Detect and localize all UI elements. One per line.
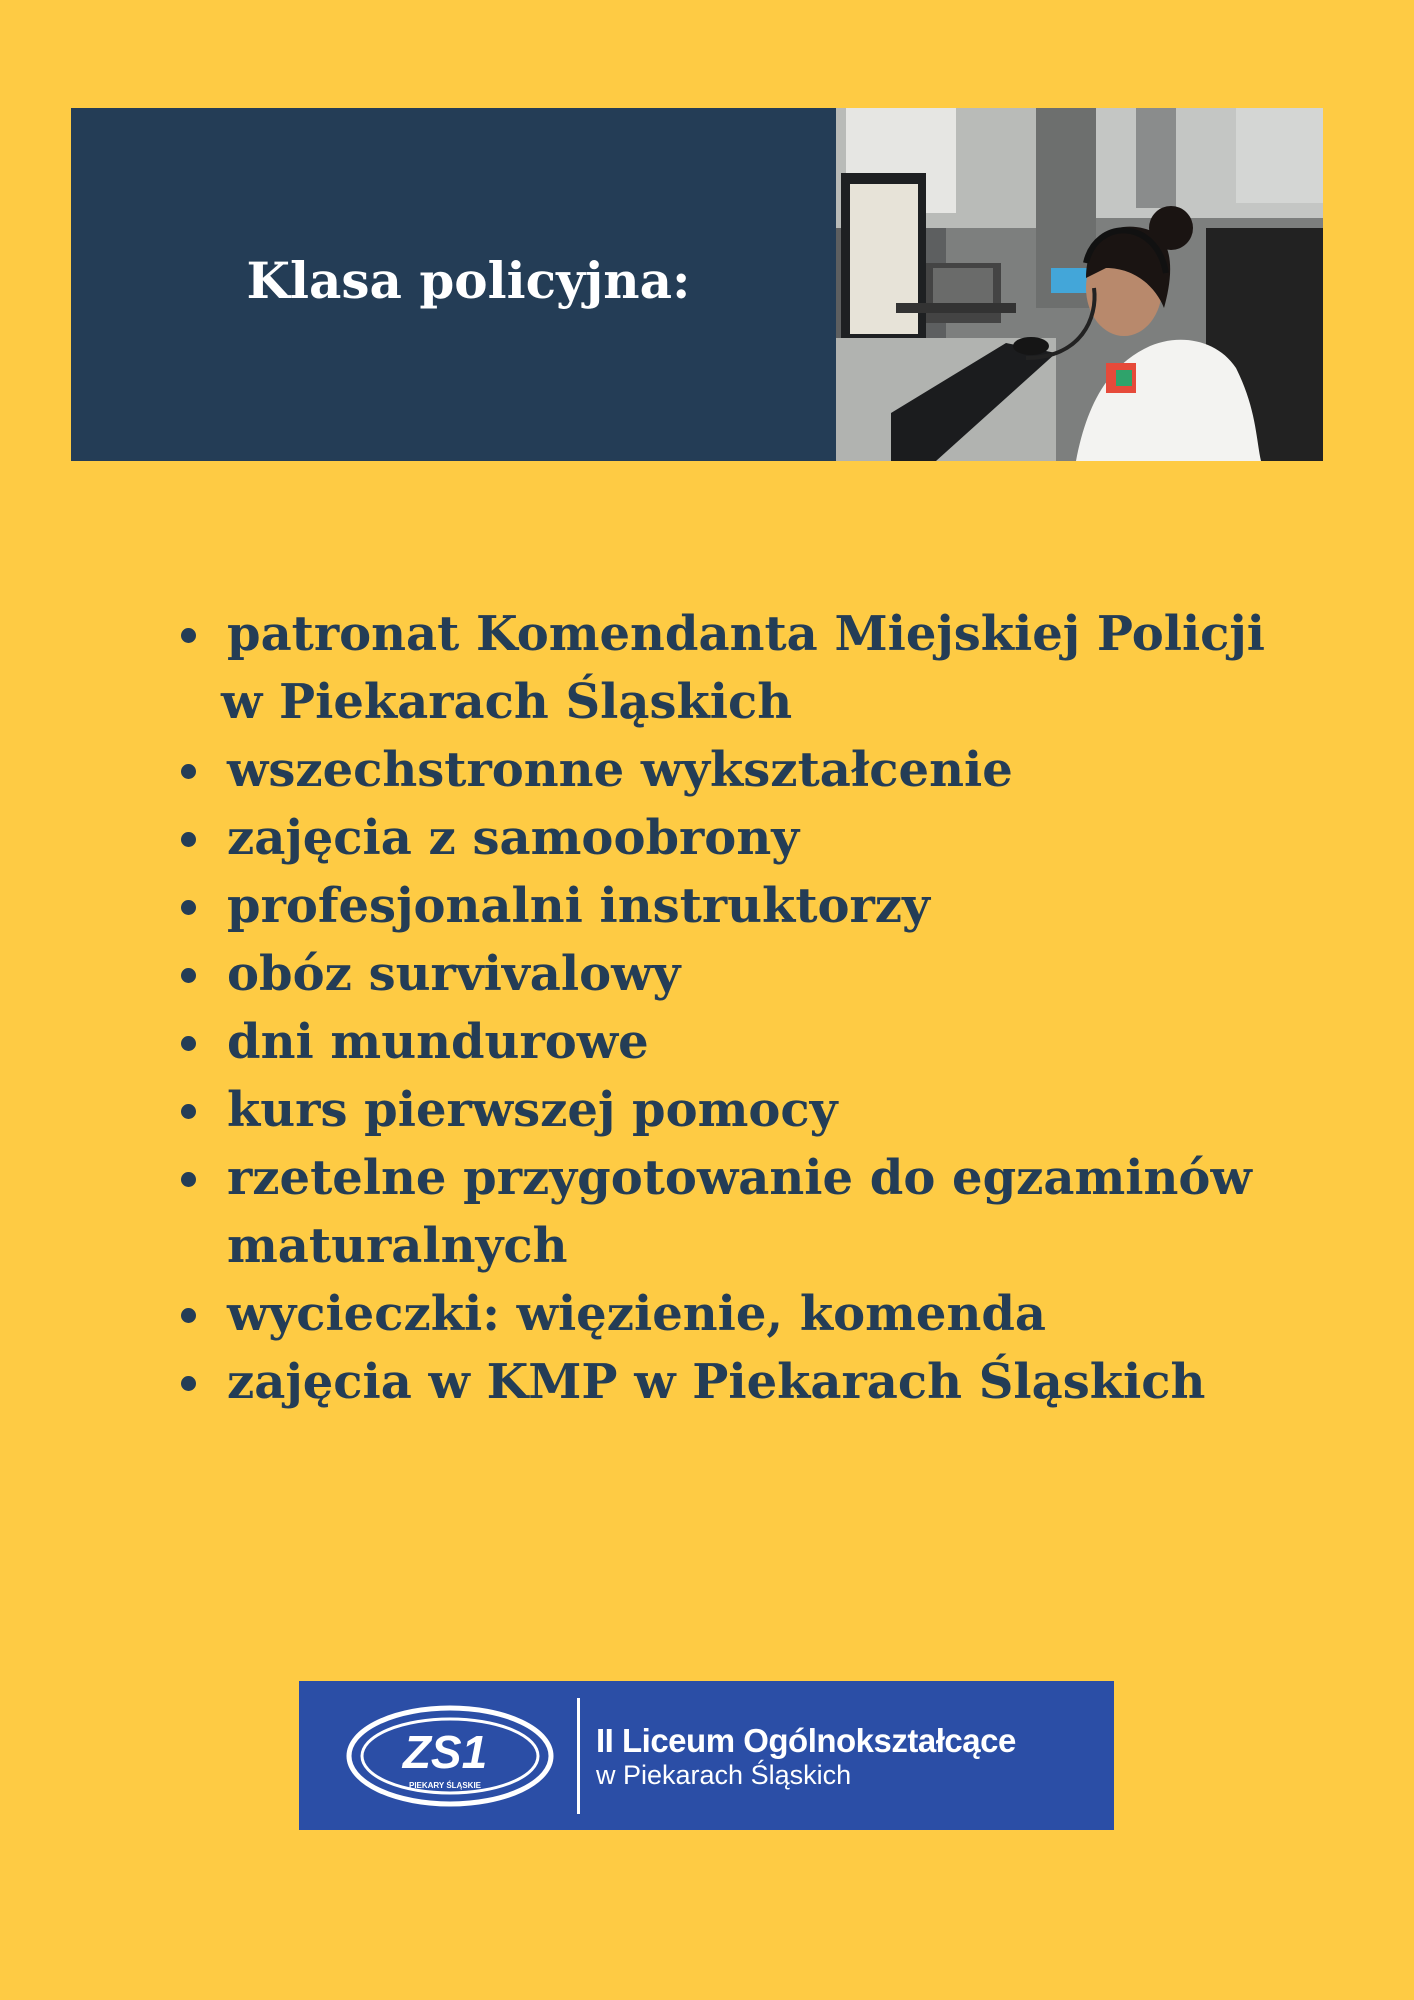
emblem-subtext: PIEKARY ŚLĄSKIE: [408, 1780, 482, 1790]
list-item-text: profesjonalni instruktorzy: [227, 878, 930, 934]
banner-title-panel: [71, 108, 836, 461]
page-title: Klasa policyjna:: [246, 251, 691, 310]
list-item: [175, 940, 1275, 1008]
list-item-text: patronat Komendanta Miejskiej Policji: [227, 606, 1265, 662]
list-item-text: wszechstronne wykształcenie: [227, 742, 1013, 798]
school-name: II Liceum Ogólnokształcące: [596, 1721, 1016, 1759]
photo-illustration: [836, 108, 1323, 461]
emblem-text: ZS1: [402, 1725, 488, 1778]
dispatcher-photo: [836, 108, 1323, 461]
list-item-text: wycieczki: więzienie, komenda: [227, 1286, 1046, 1342]
list-item: [175, 600, 1275, 736]
school-city: w Piekarach Śląskich: [596, 1759, 852, 1790]
list-item-text-continued: w Piekarach Śląskich: [221, 674, 793, 730]
list-item: [175, 1348, 1275, 1416]
list-item: [175, 1008, 1275, 1076]
list-item-text: rzetelne przygotowanie do egzaminów: [227, 1150, 1252, 1206]
school-emblem-icon: [345, 1704, 555, 1808]
list-item: [175, 1144, 1275, 1280]
header-banner: [71, 108, 1323, 461]
list-item: [175, 736, 1275, 804]
list-item-text: kurs pierwszej pomocy: [227, 1082, 838, 1138]
list-item-text: zajęcia z samoobrony: [227, 810, 800, 866]
school-name-block: [596, 1722, 1016, 1790]
list-item: [175, 872, 1275, 940]
list-item-text: zajęcia w KMP w Piekarach Śląskich: [227, 1354, 1206, 1410]
list-item-text: dni mundurowe: [227, 1014, 649, 1070]
feature-list: [175, 600, 1275, 1416]
list-item: [175, 1280, 1275, 1348]
list-item: [175, 804, 1275, 872]
school-logo-bar: [299, 1681, 1114, 1830]
logo-divider: [577, 1698, 580, 1814]
list-item-text: obóz survivalowy: [227, 946, 681, 1002]
list-item: [175, 1076, 1275, 1144]
list-item-text-continued: maturalnych: [227, 1218, 568, 1274]
